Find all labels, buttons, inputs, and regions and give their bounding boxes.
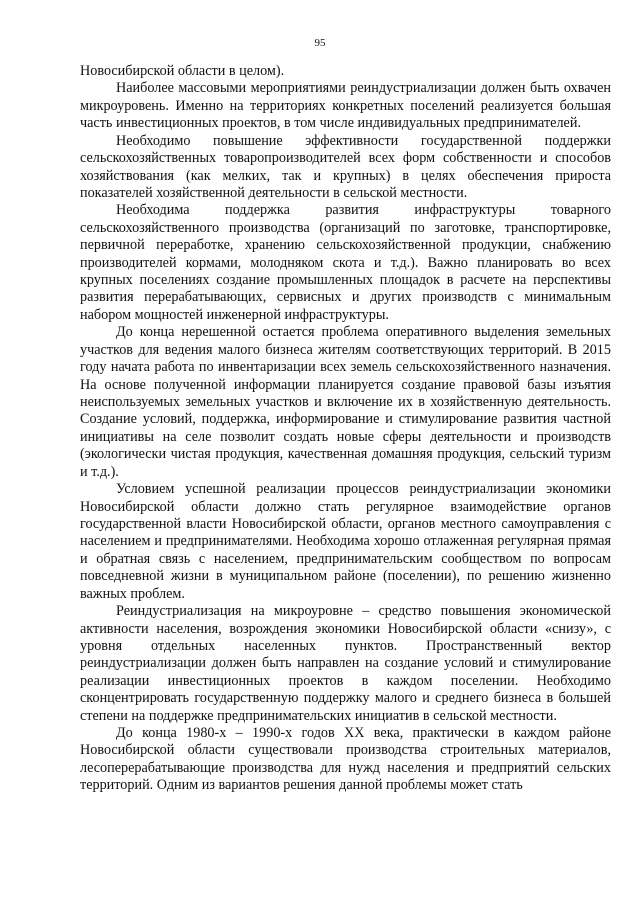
paragraph-microlevel: Наиболее массовыми мероприятиями реиндустриализации должен быть охвачен микроуровень. Именно на территориях конкретных поселений реализуется большая часть инвестиционных проектов, в том числе индивидуальных предпринимателей. <box>80 80 611 132</box>
paragraph-history: До конца 1980-х – 1990-х годов XX века, практически в каждом районе Новосибирской области существовали производства строительных материалов, лесоперерабатывающие производства для нужд населения и предприятий сельских территорий. Одним из вариантов решения данной проблемы может стать <box>80 725 611 794</box>
paragraph-land-allocation: До конца нерешенной остается проблема оперативного выделения земельных участков для ведения малого бизнеса жителям соответствующих территорий. В 2015 году начата работа по инвентаризации всех земель сельскохозяйственного назначения. На основе полученной информации планируется создание правовой базы изъятия неиспользуемых земельных участков и включение их в хозяйственную деятельность. Создание условий, поддержка, информирование и стимулирование развития частной инициативы на селе позволит создать новые сферы деятельности и производств (экологически чистая продукция, качественная домашняя продукция, сельский туризм и т.д.). <box>80 324 611 480</box>
paragraph-infrastructure: Необходима поддержка развития инфраструктуры товарного сельскохозяйственного производства (организаций по заготовке, транспортировке, первичной переработке, хранению сельскохозяйственной продукции, снабжению производителей кормами, молодняком скота и т.д.). Важно планировать во всех крупных поселениях создание промышленных площадок в расчете на перспективы развития перерабатывающих, сервисных и других производств с минимальным набором мощностей инженерной инфраструктуры. <box>80 202 611 323</box>
paragraph-interaction: Условием успешной реализации процессов реиндустриализации экономики Новосибирской области должно стать регулярное взаимодействие органов государственной власти Новосибирской области, органов местного самоуправления с населением и предпринимателями. Необходима хорошо отлаженная регулярная прямая и обратная связь с населением, предпринимательским сообществом по вопросам повседневной жизни в муниципальном районе (поселении), по решению жизненно важных проблем. <box>80 481 611 602</box>
page-number: 95 <box>314 37 326 49</box>
paragraph-state-support: Необходимо повышение эффективности государственной поддержки сельскохозяйственных товаропроизводителей всех форм собственности и способов хозяйствования (как мелких, так и крупных) в целях обеспечения прироста показателей хозяйственной деятельности в сельской местности. <box>80 132 611 201</box>
paragraph-microlevel-reindustrialization: Реиндустриализация на микроуровне – средство повышения экономической активности населения, возрождения экономики Новосибирской области «снизу», с уровня отдельных населенных пунктов. Пространственный вектор реиндустриализации должен быть направлен на создание условий и стимулирование реализации инвестиционных проектов в каждом поселении. Необходимо сконцентрировать государственную поддержку малого и среднего бизнеса в большей степени на поддержке предпринимательских инициатив в сельской местности. <box>80 603 611 724</box>
document-body <box>80 63 611 795</box>
paragraph-continuation: Новосибирской области в целом). <box>80 63 285 79</box>
